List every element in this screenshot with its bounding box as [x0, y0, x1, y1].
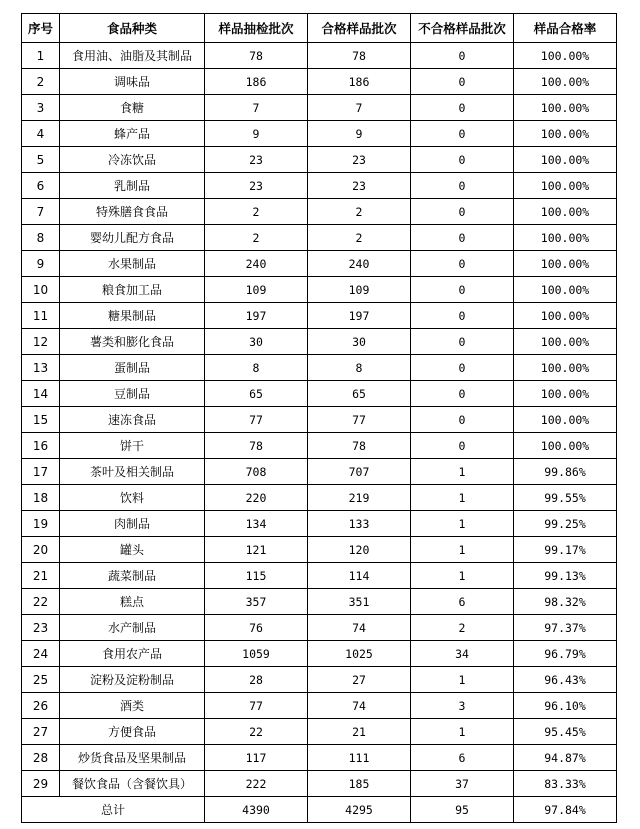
row-no: 1	[22, 43, 60, 69]
row-no: 2	[22, 69, 60, 95]
qualified-batches: 197	[308, 303, 411, 329]
qualified-batches: 65	[308, 381, 411, 407]
table-row	[22, 303, 617, 329]
total-rate: 97.84%	[514, 797, 617, 823]
unqualified-batches: 0	[411, 199, 514, 225]
sampled-batches: 197	[205, 303, 308, 329]
table-row	[22, 277, 617, 303]
pass-rate: 100.00%	[514, 355, 617, 381]
header-no: 序号	[22, 14, 60, 43]
sampled-batches: 28	[205, 667, 308, 693]
food-category: 婴幼儿配方食品	[60, 225, 205, 251]
sampled-batches: 22	[205, 719, 308, 745]
pass-rate: 99.55%	[514, 485, 617, 511]
row-no: 10	[22, 277, 60, 303]
sampled-batches: 7	[205, 95, 308, 121]
food-category: 茶叶及相关制品	[60, 459, 205, 485]
sampled-batches: 121	[205, 537, 308, 563]
pass-rate: 100.00%	[514, 121, 617, 147]
qualified-batches: 111	[308, 745, 411, 771]
qualified-batches: 133	[308, 511, 411, 537]
row-no: 24	[22, 641, 60, 667]
food-category: 餐饮食品（含餐饮具）	[60, 771, 205, 797]
pass-rate: 99.13%	[514, 563, 617, 589]
table-row	[22, 511, 617, 537]
food-category: 方便食品	[60, 719, 205, 745]
food-category: 饼干	[60, 433, 205, 459]
sampled-batches: 134	[205, 511, 308, 537]
unqualified-batches: 0	[411, 225, 514, 251]
food-inspection-table	[21, 13, 617, 823]
row-no: 6	[22, 173, 60, 199]
unqualified-batches: 1	[411, 459, 514, 485]
food-category: 调味品	[60, 69, 205, 95]
qualified-batches: 23	[308, 173, 411, 199]
unqualified-batches: 3	[411, 693, 514, 719]
sampled-batches: 65	[205, 381, 308, 407]
table-row	[22, 329, 617, 355]
row-no: 11	[22, 303, 60, 329]
table-row	[22, 225, 617, 251]
pass-rate: 96.10%	[514, 693, 617, 719]
qualified-batches: 240	[308, 251, 411, 277]
header-food-category: 食品种类	[60, 14, 205, 43]
food-category: 糖果制品	[60, 303, 205, 329]
qualified-batches: 23	[308, 147, 411, 173]
pass-rate: 100.00%	[514, 199, 617, 225]
table-row	[22, 563, 617, 589]
pass-rate: 100.00%	[514, 173, 617, 199]
unqualified-batches: 0	[411, 121, 514, 147]
sampled-batches: 23	[205, 173, 308, 199]
row-no: 9	[22, 251, 60, 277]
header-qualified-batches: 合格样品批次	[308, 14, 411, 43]
unqualified-batches: 0	[411, 381, 514, 407]
pass-rate: 96.43%	[514, 667, 617, 693]
pass-rate: 95.45%	[514, 719, 617, 745]
pass-rate: 98.32%	[514, 589, 617, 615]
qualified-batches: 219	[308, 485, 411, 511]
pass-rate: 100.00%	[514, 69, 617, 95]
row-no: 26	[22, 693, 60, 719]
unqualified-batches: 0	[411, 147, 514, 173]
unqualified-batches: 1	[411, 537, 514, 563]
unqualified-batches: 0	[411, 43, 514, 69]
total-unqualified: 95	[411, 797, 514, 823]
food-category: 水产制品	[60, 615, 205, 641]
sampled-batches: 109	[205, 277, 308, 303]
header-pass-rate: 样品合格率	[514, 14, 617, 43]
unqualified-batches: 1	[411, 667, 514, 693]
total-row	[22, 797, 617, 823]
unqualified-batches: 0	[411, 433, 514, 459]
row-no: 19	[22, 511, 60, 537]
unqualified-batches: 2	[411, 615, 514, 641]
table-row	[22, 173, 617, 199]
unqualified-batches: 34	[411, 641, 514, 667]
pass-rate: 100.00%	[514, 147, 617, 173]
unqualified-batches: 1	[411, 563, 514, 589]
sampled-batches: 77	[205, 407, 308, 433]
pass-rate: 100.00%	[514, 303, 617, 329]
row-no: 14	[22, 381, 60, 407]
table-row	[22, 381, 617, 407]
unqualified-batches: 0	[411, 329, 514, 355]
food-category: 蛋制品	[60, 355, 205, 381]
row-no: 27	[22, 719, 60, 745]
pass-rate: 94.87%	[514, 745, 617, 771]
sampled-batches: 2	[205, 225, 308, 251]
table-row	[22, 615, 617, 641]
sampled-batches: 357	[205, 589, 308, 615]
sampled-batches: 23	[205, 147, 308, 173]
table-row	[22, 485, 617, 511]
food-category: 糕点	[60, 589, 205, 615]
table-row	[22, 537, 617, 563]
qualified-batches: 707	[308, 459, 411, 485]
qualified-batches: 74	[308, 615, 411, 641]
qualified-batches: 2	[308, 225, 411, 251]
table-row	[22, 693, 617, 719]
total-label: 总计	[22, 797, 205, 823]
pass-rate: 97.37%	[514, 615, 617, 641]
food-category: 蔬菜制品	[60, 563, 205, 589]
row-no: 12	[22, 329, 60, 355]
qualified-batches: 351	[308, 589, 411, 615]
unqualified-batches: 0	[411, 277, 514, 303]
table-row	[22, 147, 617, 173]
table-row	[22, 251, 617, 277]
pass-rate: 99.25%	[514, 511, 617, 537]
qualified-batches: 1025	[308, 641, 411, 667]
sampled-batches: 115	[205, 563, 308, 589]
table-row	[22, 95, 617, 121]
food-category: 粮食加工品	[60, 277, 205, 303]
qualified-batches: 2	[308, 199, 411, 225]
qualified-batches: 8	[308, 355, 411, 381]
header-sampled-batches: 样品抽检批次	[205, 14, 308, 43]
sampled-batches: 30	[205, 329, 308, 355]
unqualified-batches: 0	[411, 303, 514, 329]
qualified-batches: 186	[308, 69, 411, 95]
pass-rate: 100.00%	[514, 433, 617, 459]
table-row	[22, 589, 617, 615]
unqualified-batches: 0	[411, 407, 514, 433]
food-category: 水果制品	[60, 251, 205, 277]
table-row	[22, 121, 617, 147]
table-row	[22, 433, 617, 459]
sampled-batches: 240	[205, 251, 308, 277]
unqualified-batches: 0	[411, 173, 514, 199]
pass-rate: 100.00%	[514, 95, 617, 121]
unqualified-batches: 6	[411, 745, 514, 771]
row-no: 22	[22, 589, 60, 615]
pass-rate: 100.00%	[514, 407, 617, 433]
row-no: 8	[22, 225, 60, 251]
row-no: 23	[22, 615, 60, 641]
sampled-batches: 186	[205, 69, 308, 95]
food-category: 薯类和膨化食品	[60, 329, 205, 355]
pass-rate: 100.00%	[514, 381, 617, 407]
row-no: 15	[22, 407, 60, 433]
row-no: 25	[22, 667, 60, 693]
qualified-batches: 78	[308, 433, 411, 459]
sampled-batches: 1059	[205, 641, 308, 667]
header-unqualified-batches: 不合格样品批次	[411, 14, 514, 43]
table-row	[22, 407, 617, 433]
unqualified-batches: 1	[411, 511, 514, 537]
table-row	[22, 745, 617, 771]
food-category: 肉制品	[60, 511, 205, 537]
pass-rate: 96.79%	[514, 641, 617, 667]
food-category: 豆制品	[60, 381, 205, 407]
pass-rate: 100.00%	[514, 329, 617, 355]
row-no: 17	[22, 459, 60, 485]
qualified-batches: 9	[308, 121, 411, 147]
unqualified-batches: 6	[411, 589, 514, 615]
food-category: 特殊膳食食品	[60, 199, 205, 225]
sampled-batches: 78	[205, 433, 308, 459]
food-category: 蜂产品	[60, 121, 205, 147]
total-sampled: 4390	[205, 797, 308, 823]
unqualified-batches: 0	[411, 95, 514, 121]
food-category: 淀粉及淀粉制品	[60, 667, 205, 693]
row-no: 28	[22, 745, 60, 771]
food-category: 冷冻饮品	[60, 147, 205, 173]
row-no: 4	[22, 121, 60, 147]
qualified-batches: 77	[308, 407, 411, 433]
pass-rate: 99.86%	[514, 459, 617, 485]
food-category: 罐头	[60, 537, 205, 563]
sampled-batches: 8	[205, 355, 308, 381]
row-no: 21	[22, 563, 60, 589]
row-no: 3	[22, 95, 60, 121]
row-no: 16	[22, 433, 60, 459]
qualified-batches: 7	[308, 95, 411, 121]
table-row	[22, 719, 617, 745]
row-no: 20	[22, 537, 60, 563]
qualified-batches: 21	[308, 719, 411, 745]
pass-rate: 100.00%	[514, 277, 617, 303]
table-row	[22, 771, 617, 797]
food-category: 炒货食品及坚果制品	[60, 745, 205, 771]
food-category: 食用油、油脂及其制品	[60, 43, 205, 69]
row-no: 29	[22, 771, 60, 797]
qualified-batches: 30	[308, 329, 411, 355]
qualified-batches: 74	[308, 693, 411, 719]
sampled-batches: 2	[205, 199, 308, 225]
table-row	[22, 199, 617, 225]
food-category: 食糖	[60, 95, 205, 121]
sampled-batches: 77	[205, 693, 308, 719]
qualified-batches: 114	[308, 563, 411, 589]
food-category: 饮料	[60, 485, 205, 511]
sampled-batches: 78	[205, 43, 308, 69]
food-category: 食用农产品	[60, 641, 205, 667]
pass-rate: 100.00%	[514, 251, 617, 277]
qualified-batches: 109	[308, 277, 411, 303]
row-no: 7	[22, 199, 60, 225]
table-row	[22, 69, 617, 95]
sampled-batches: 708	[205, 459, 308, 485]
table-row	[22, 641, 617, 667]
row-no: 5	[22, 147, 60, 173]
sampled-batches: 220	[205, 485, 308, 511]
qualified-batches: 27	[308, 667, 411, 693]
row-no: 13	[22, 355, 60, 381]
unqualified-batches: 1	[411, 719, 514, 745]
qualified-batches: 78	[308, 43, 411, 69]
sampled-batches: 9	[205, 121, 308, 147]
unqualified-batches: 0	[411, 69, 514, 95]
unqualified-batches: 0	[411, 251, 514, 277]
qualified-batches: 185	[308, 771, 411, 797]
food-category: 酒类	[60, 693, 205, 719]
sampled-batches: 117	[205, 745, 308, 771]
pass-rate: 100.00%	[514, 43, 617, 69]
row-no: 18	[22, 485, 60, 511]
food-category: 速冻食品	[60, 407, 205, 433]
unqualified-batches: 37	[411, 771, 514, 797]
qualified-batches: 120	[308, 537, 411, 563]
header-row	[22, 14, 617, 43]
sampled-batches: 222	[205, 771, 308, 797]
total-qualified: 4295	[308, 797, 411, 823]
pass-rate: 83.33%	[514, 771, 617, 797]
table-row	[22, 43, 617, 69]
unqualified-batches: 0	[411, 355, 514, 381]
pass-rate: 100.00%	[514, 225, 617, 251]
table-row	[22, 667, 617, 693]
sampled-batches: 76	[205, 615, 308, 641]
pass-rate: 99.17%	[514, 537, 617, 563]
unqualified-batches: 1	[411, 485, 514, 511]
table-row	[22, 459, 617, 485]
food-category: 乳制品	[60, 173, 205, 199]
table-row	[22, 355, 617, 381]
